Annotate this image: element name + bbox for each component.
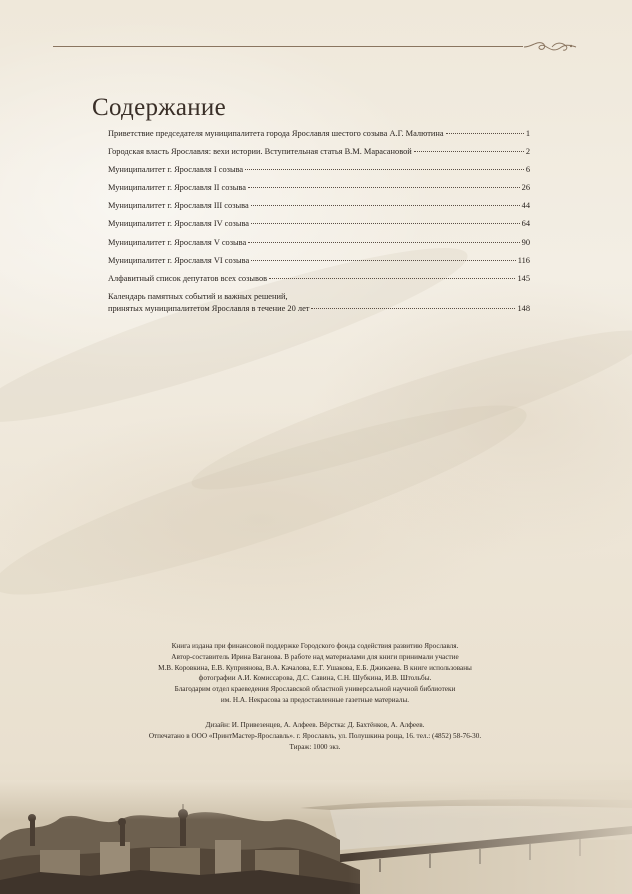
toc-entry-title: Алфавитный список депутатов всех созывов	[108, 273, 268, 283]
toc-entry-title: Муниципалитет г. Ярославля VI созыва	[108, 255, 250, 265]
toc-leader-dots	[251, 204, 520, 206]
header-rule	[53, 46, 523, 47]
toc-leader-dots	[311, 307, 515, 309]
toc-leader-dots	[269, 277, 515, 279]
toc-entry[interactable]	[108, 237, 530, 249]
toc-entry[interactable]	[108, 128, 530, 140]
credits-line: Отпечатано в ООО «ПринтМастер-Ярославль». г. Ярославль, ул. Полушкина роща, 16. тел.: (4852) 58-76-30.	[148, 731, 482, 740]
imprint-line: им. Н.А. Некрасова за предоставленные газетные материалы.	[220, 695, 410, 704]
imprint-block	[60, 641, 570, 706]
toc-entry-page: 26	[521, 183, 530, 193]
page-title: Содержание	[92, 94, 226, 121]
toc-leader-dots	[446, 132, 524, 134]
toc-leader-dots	[251, 222, 520, 224]
toc-leader-dots	[248, 241, 519, 243]
toc-entry-page: 6	[525, 165, 530, 175]
toc-entry-title-line1: Календарь памятных событий и важных решений,	[108, 291, 288, 301]
toc-entry-title: Муниципалитет г. Ярославля IV созыва	[108, 219, 250, 229]
toc-entry-page: 145	[517, 273, 530, 283]
toc-entry-page: 148	[517, 303, 530, 313]
toc-entry-title: Муниципалитет г. Ярославля II созыва	[108, 183, 246, 193]
toc-entry-page: 2	[525, 147, 530, 157]
toc-entry-title: Муниципалитет г. Ярославля I созыва	[108, 165, 244, 175]
table-of-contents	[108, 128, 530, 321]
city-panorama-image	[0, 780, 632, 894]
toc-leader-dots	[245, 168, 524, 170]
toc-leader-dots	[248, 186, 520, 188]
toc-entry[interactable]	[108, 164, 530, 176]
toc-entry-title: принятых муниципалитетом Ярославля в течение 20 лет	[108, 303, 310, 313]
credits-block	[60, 720, 570, 752]
toc-entry[interactable]	[108, 146, 530, 158]
toc-entry[interactable]	[108, 255, 530, 267]
toc-leader-dots	[414, 150, 524, 152]
toc-entry[interactable]	[108, 273, 530, 285]
credits-line: Дизайн: И. Привезенцев, А. Алфеев. Вёрстка: Д. Бахтёнков, А. Алфеев.	[205, 721, 425, 729]
toc-entry-page: 116	[517, 255, 530, 265]
credits-line: Тираж: 1000 экз.	[289, 742, 341, 751]
flourish-ornament-icon	[522, 38, 578, 56]
toc-entry-title: Муниципалитет г. Ярославля V созыва	[108, 237, 247, 247]
toc-entry[interactable]	[108, 218, 530, 230]
toc-entry[interactable]	[108, 182, 530, 194]
toc-entry[interactable]	[108, 291, 530, 315]
toc-entry-page: 90	[521, 237, 530, 247]
toc-entry-page: 64	[521, 219, 530, 229]
toc-leader-dots	[251, 259, 516, 261]
imprint-line: Автор-составитель Ирина Ваганова. В работе над материалами для книги принимали участие	[171, 652, 459, 661]
imprint-line: М.В. Коровкина, Е.В. Куприянова, В.А. Качалова, Е.Г. Ушакова, Е.Б. Джикаева. В книге использованы	[158, 663, 472, 672]
toc-entry[interactable]	[108, 200, 530, 212]
toc-entry-title: Городская власть Ярославля: вехи истории. Вступительная статья В.М. Марасановой	[108, 147, 412, 157]
toc-entry-page: 44	[521, 201, 530, 211]
imprint-line: Благодарим отдел краеведения Ярославской областной универсальной научной библиотеки	[174, 685, 456, 694]
toc-entry-title: Приветствие председателя муниципалитета города Ярославля шестого созыва А.Г. Малютина	[108, 129, 444, 138]
imprint-line: фотографии А.И. Комиссарова, Д.С. Савина, С.Н. Шубкина, И.В. Штольбы.	[198, 674, 432, 683]
toc-entry-title: Муниципалитет г. Ярославля III созыва	[108, 201, 249, 211]
background-streak	[0, 375, 539, 624]
imprint-line: Книга издана при финансовой поддержке Городского фонда содействия развитию Ярославля.	[171, 642, 459, 650]
toc-entry-page: 1	[525, 129, 530, 138]
